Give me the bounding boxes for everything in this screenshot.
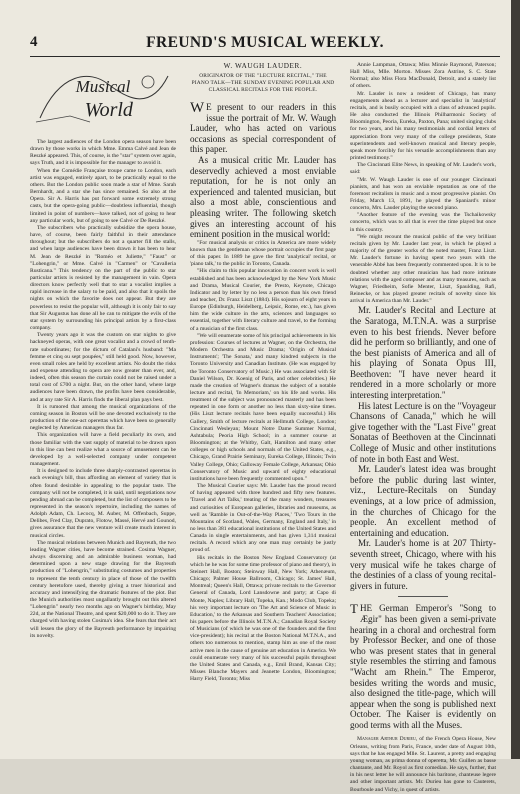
masthead-title: FREUND'S MUSICAL WEEKLY. <box>146 34 384 51</box>
paragraph: "His claim to this popular innovation in concert work is well established and has been acknowledged by the New York Music and Drama, Musical Courier, the Presto, Keynote, Chicago Indicator and by letter by no less a person than his own friend and teacher, Dr. Franz Liszt (1884). His sojourn of eight years in Europe (Edinburgh, Heidelberg, Leipsic, Rome, etc.), has given him the wide culture in the arts, sciences and languages so essential, together with literary culture and travel, to the forming of a musician of the first class. <box>190 268 336 332</box>
musical-world-logo <box>30 62 176 130</box>
paragraph: The Cincinnati Elite News, in speaking of Mr. Lauder's work, said: <box>350 162 496 176</box>
article-subtitle: ORIGINATOR OF THE "LECTURE RECITAL," THE PIANO TALK—THE SUNDAY EVENING POPULAR AND CLASSICAL RECITALS FOR THE PEOPLE. <box>191 73 335 93</box>
manager-text: of the French Opera House, New Orleans, writing from Paris, France, under date of August 10th, says that he has engaged Mlle. St. Laurent, a pretty and engaging young woman, as prima donna of operetta, Mr. Guillen as basse chantante, and Mr. Royol as first comedian. He says, further, that in his next letter he will announce his baritone, chanteuse legere and other important artists. Mr. Durieu has gone to Cauterets, Bourboule and Vichy, in quest of artists. <box>350 736 496 793</box>
paragraph: "We will enumerate some of his principal achievements in his profession: Courses of lectures at Wagner, on the Orchestra, the Modern Orchestra and Music Drama; 'Origin of Musical Instruments'; 'The Sonata,' and many kindred subjects in the Toronto University and Canadian Institute. (He was engaged by the Toronto Conservatory of Music.) He was associated with Sir Daniel Wilson, Dr. Koenig of Paris, and other celebrities.) He made the creation of Wagner's dramas the subject of a notable lecture and recital, 'In Memoriam,' on his life and works. His treatment of the subject was pronounced masterly and has been repeated in one form or another no less than sixty-nine times. (His Liszt lecture recitals have been equally successful.) His Gallery, Smith of lecture recitals at Hellmuth College, London; Cincinnati Wesleyan; Mount Notre Dame Summer Normal, Ashtabula; Peoria High School; in a summer course at Bloomington; at the Whitby, Galt, Hamilton and many other colleges or high schools and normals of the United States, e.g., Chicago, Grand Prairie Seminary, Eureka College, Illinois; Twin Valley College, Ohio; Galloway Female College, Arkansas; Ohio Conservatory of Music and upward of eighty educational institutions have been frequently commented upon." <box>190 332 336 482</box>
manager-label: Manager Arthur Durieu, <box>357 736 418 743</box>
section-separator <box>398 596 448 597</box>
paragraph: When the Comédie Française troupe came to London, each artist was engaged, entirely apart, to be practically equal to the others. But the London public soon made a star of Mme. Sarah Bernhardt, and a star she has since remained. So also at the Opera. Sir A. Harris has put forward some extremely strong casts, but the opera-going public—doubtless influential, though limited in point of numbers—have talked, not of going to hear any particular work, but of going to see Calvé or De Reszké. <box>30 167 176 224</box>
large-paragraph: Mr. Lauder's Recital and Lecture at the Saratoga, M.T.N.A. was a surprise even to his best friends. Never before did he perform so brilliantly, and one of the best pianists of America and all of his playing of Sonata Opus III, Beethoven: "I have never heard it rendered in a more scholarly or more interesting interpretation." <box>350 305 496 401</box>
large-paragraph: Mr. Lauder's latest idea was brought before the public during last winter, viz., Lecture-Recitals on Sunday evenings, at a low price of admission, in the churches of Chicago for the people. An excellent method of entertaining and education. <box>350 464 496 538</box>
paragraph: The Musical Courier says: Mr. Lauder has the proud record of having appeared with three hundred and fifty new features. 'Travel and Art Talks,' treating of the many wonders, treasures and curiosities of European galleries, libraries and museums, as well as 'Ramble in Out-of-the-Way Places,' 'Two Tours in the Mountains of Scotland, Wales, Germany, England and Italy,' in no less than 381 educational institutions of the United States and Canada in single entertainments, and has given 1,314 musical recitals. A record which any one man may certainly be justly proud of. <box>190 483 336 554</box>
paragraph: It is rumored that among the musical organizations of the coming season in Boston will be one devoted exclusively to the production of the one-act operettas which have been so generally neglected by American managers thus far. <box>30 403 176 432</box>
lead-paragraph: As a musical critic Mr. Lauder has deservedly achieved a most enviable reputation, for he is not only an experienced and talented musician, but also a most able, conscientious and pleasing writer. The following sketch gives an interesting account of his eminent position in the musical world: <box>190 154 336 240</box>
paragraph: "Mr. W. Waugh Lauder is one of our younger Cincinnati pianists, and has won an enviable reputation as one of the foremost recitalists in music and a most progressive pianist. On Friday, March 13, 1891, he played the Spaniard's minor concerto, Mrs. Lauder playing the second piano. <box>350 176 496 212</box>
page-number: 4 <box>30 34 38 50</box>
emperor-text: HE German Emperor's "Song to Ægir" has been given a semi-private hearing in a choral and orchestral form by Professor Becker, and one of those who was present states that in general style resembles the stirring and famous "Wacht am Rhein." The Emperor, besides writing the words and music, also designed the title-page, which will appear when the song is published next October. The Kaiser is evidently on good terms with all the Muses. <box>350 603 496 730</box>
article-byline: W. WAUGH LAUDER. <box>223 62 303 70</box>
column-3-large-text <box>350 305 496 591</box>
header-rule <box>30 56 500 57</box>
column-1-body <box>30 139 176 640</box>
paragraph: "For musical analysis or critics in America are more widely known than the gentleman whose portrait occupies the first page of this paper. In 1889 he gave the first 'analytical' recital, or 'piano talk,' to the public in Toronto, Canada. <box>190 239 336 268</box>
article-lead <box>190 155 336 240</box>
paragraph: The musical relations between Munich and Bayreuth, the two leading Wagner cities, have become strained. Cosima Wagner, always discerning and an admirable business woman, had determined upon a new stage drawing for the Bayreuth production of "Lohengrin," substituting costumes and properties to represent the tenth century in place of those of the twelfth century heretofore used, thereby giving a truer historical and accuracy and intensifying the dramatic features of the plot. But the Munich authorities most ungallantly brought out this altered "Lohengrin" nearly two months ago on Wagner's birthday, May 22d, at the National Theatre, and spent $20,000 to do it. They are charged with having stolen Cosima's idea. She fears that their act will lessen the glory of the Bayreuth performance by impairing its novelty. <box>30 539 176 639</box>
paragraph: "Another feature of the evening was the Tschaikowsky concerto, which was to all that is ever the time played but once in this country. <box>350 212 496 233</box>
paragraph: His recitals in the Boston New England Conservatory (at which he he was for some time professor of piano and theory), in Steinert Hall, Boston; Steinway Hall, New York; Athenæum, Chicago; Palmer House Ballroom, Chicago; St. James' Hall, Montreal; Queen's Hall, Ottawa; private recitals to the Governor General of Canada, Lord Lansdowne and party; at Capo di Monte, Naples; Library Hall, Topeka, Kan.; Modo Club, Topeka; his very important lecture on 'The Art and Science of Music in Education,' to the Arkansas and Southern Teachers' Association; his papers before the Illinois M.T.N.A.; Canadian Royal Society of Musicians (of which he was one of the founders and the first vice-president); his recital at the Boston National M.T.N.A., and others too numerous to mention, stamp him as one of the most active men in the cause of genuine art education in America. We could enumerate very many of his successful pupils throughout the United States and Canada, e.g., Emil Brand, Kansas City; Misses Blanche Mayers and Jeanette London, Bloomington; Harry Field, Toronto; Miss <box>190 554 336 683</box>
emperor-item <box>350 603 496 730</box>
paragraph: Mr. Lauder is now a resident of Chicago, has many engagements ahead as a lecturer and specialist in 'analytical' recitals, and is busily occupied with a class of advanced pupils. He also conducted the Illinois Philharmonic Society of Bloomington, Peoria, Eureka, Paxton, Pana; united singing clubs for two years, and his many testimonials and cordial letters of appreciation from very many of the college presidents, State superintendents and well-known musical and literary people, speak more forcibly for his versatile accomplishments than any printed testimony." <box>350 90 496 162</box>
paragraph: "We might recount the musical public of the very brilliant recitals given by Mr. Lauder last year, in which he played a majority of the greater works of the noted master, Franz Liszt. Mr. Lauder's fortune in having spent two years with the venerable Abbé has been frequently commented upon. It is to be doubted whether any other musician has had more intimate relations with the aged composer and as many treasures, such as Wagner, Friedheim, Sofie Menter, Liszt, Spaulding, Rafi, Reinecke, or has played greater recitals of novelty since his arrival in America than Mr. Lauder." <box>350 233 496 305</box>
paragraph: Twenty years ago it was the custom on star nights to give hackneyed operas, with one great vocalist and a crowd of tenth-rate subordinates; for the dictum of Catalani's husband: "Ma femme et cinq ou sept poupées," still held good. Now, however, even small roles are held by excellent artists. No doubt the risks and expense attending to opera are now greater than ever, and, indeed, often this season the curtain could not be raised under a total cost of £700 a night. But, on the other hand, where large audiences have been drawn, the profits have been considerable, and at any rate Sir A. Harris finds the liberal plan pays best. <box>30 332 176 403</box>
svg-text:World: World <box>84 99 133 121</box>
large-paragraph: Mr. Lauder's home is at 207 Thirty-seventh street, Chicago, where with his very musical wife he takes charge of the destinies of a class of young recital-givers in future. <box>350 538 496 591</box>
large-paragraph: His latest Lecture is on the "Voyageur Chansons of Canada," which he will give together with the "Last Five" great Sonatas of Beethoven at the Cincinnati College of Music and other institutions of note in both East and West. <box>350 400 496 464</box>
paragraph: The largest audiences of the London opera season have been drawn by those works in which Mme. Emma Calvé and Jean de Reszké appeared. This, of course, is the "star" system over again, says Truth, and it is impossible for the manager to avoid it. <box>30 139 176 167</box>
paragraph: It is designed to include three sharply-contrasted operettas in each evening's bill, thus affording an element of variety that is often found desirable in appealing to the popular taste. The company will not be completed, it is said, until negotiations now pending abroad can be completed, but the list of composers to be represented in the season's repertoire, including the names of Adolph Adam, Ch. Lecocq, M. Auber, M. Offenbach, Suppe, Delibes, Fred Clay, Duprato, Flotow, Massé, Hervé and Gounod, gives assurance that the new venture will create much interest in musical circles. <box>30 468 176 539</box>
column-3-body <box>350 62 496 305</box>
column-2 <box>190 62 336 752</box>
drop-cap-w: W <box>190 100 205 116</box>
column-1 <box>30 62 176 752</box>
page-header <box>30 34 500 56</box>
paragraph: This organization will have a field peculiarly its own, and those familiar with the vast supply of material to be drawn upon in this line can best realize what a source of amusement can be developed by a well-selected company under competent management. <box>30 432 176 468</box>
paragraph: Annie Lampman, Ottawa; Miss Minnie Raymond, Paterson; Hall Miss, Mlle. Morton. Misses Zora Astrine, S. C. State Normal; also Miss Flora MacDonald, Detroit, and a stately list of others. <box>350 62 496 90</box>
drop-cap-t: T <box>350 601 358 617</box>
intro-text: E present to our readers in this issue the portrait of Mr. W. Waugh Lauder, who has acted on various occasions as special correspondent of this paper. <box>190 102 336 155</box>
article-intro <box>190 102 336 155</box>
column-2-body <box>190 240 336 684</box>
paragraph: The subscribers who practically subsidize the opera house, have, of course, been fairly faithful in their attendance throughout; but the subscribers do not a quarter fill the stalls, and when large audiences have been drawn it has been to hear M. Jean de Reszké in "Roméo et Juliette," "Faust" or "Lohengrin," or Mme. Calvé in "Carmen" or "Cavalleria Rusticana." This tendency on the part of the public to star particular artists is resisted by the management in vain. Opera directors know perfectly well that to star a vocalist implies a rapid increase in the salary to be paid, and also that it spoils the nights on which the favorite does not appear. But they are powerless to resist the popular will, although it is only fair to say that Sir Augustus has done all he can to mitigate the evils of the star system by surrounding his principal artists by a first-class company. <box>30 224 176 332</box>
binding-gutter <box>511 0 520 759</box>
svg-text:Musical: Musical <box>75 77 131 96</box>
column-3 <box>350 62 496 793</box>
manager-item <box>350 736 496 793</box>
